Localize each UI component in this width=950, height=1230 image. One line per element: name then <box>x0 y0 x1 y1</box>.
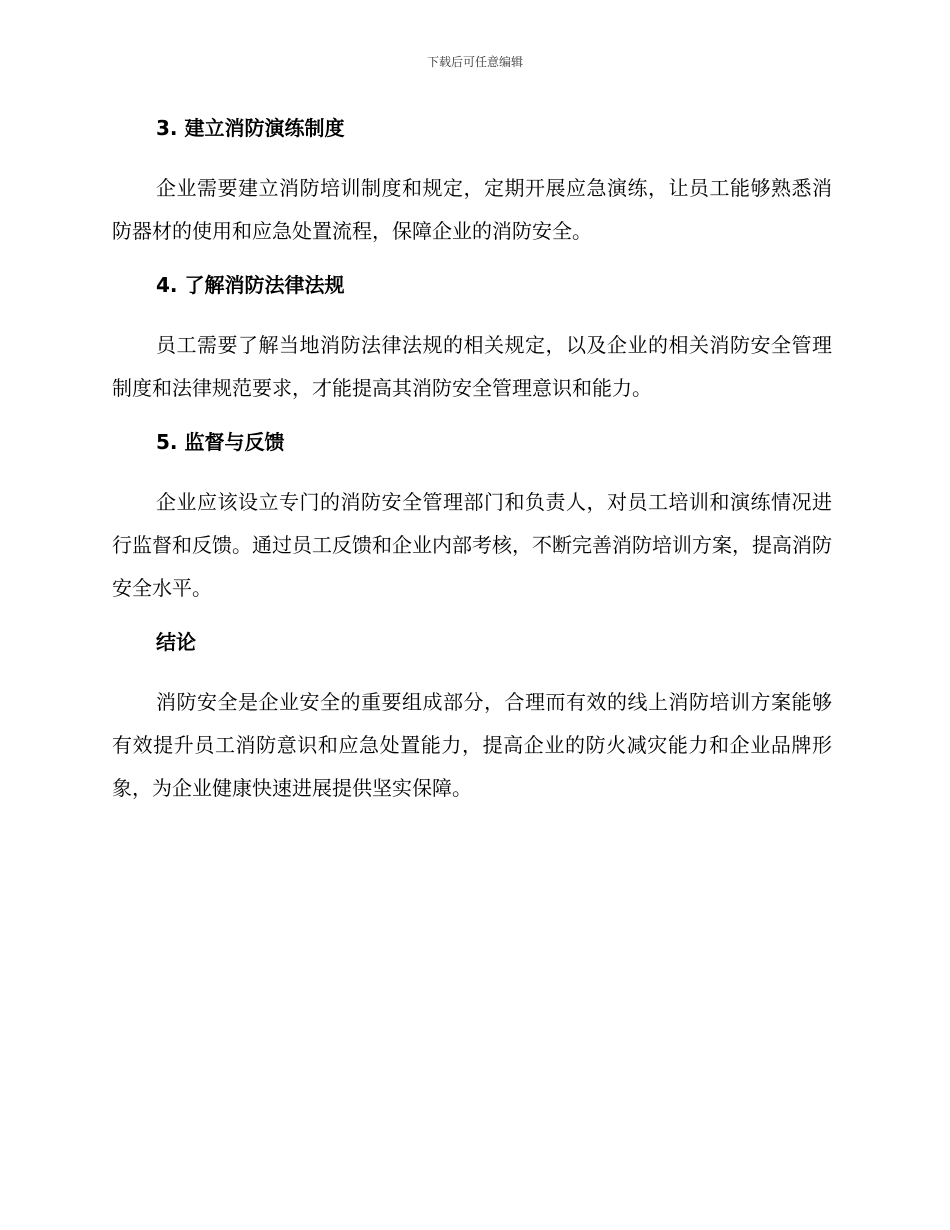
section-paragraph: 企业需要建立消防培训制度和规定，定期开展应急演练，让员工能够熟悉消防器材的使用和应急处置流程，保障企业的消防安全。 <box>112 176 832 243</box>
section-supervision <box>112 426 832 626</box>
document-body <box>112 112 832 810</box>
section-fire-law <box>112 269 832 426</box>
page-header: 下载后可任意编辑 <box>426 55 523 69</box>
section-heading: 4. 了解消防法律法规 <box>156 273 345 297</box>
section-paragraph: 员工需要了解当地消防法律法规的相关规定，以及企业的相关消防安全管理制度和法律规范要求，才能提高其消防安全管理意识和能力。 <box>112 333 832 400</box>
section-fire-drill <box>112 112 832 269</box>
section-paragraph: 消防安全是企业安全的重要组成部分，合理而有效的线上消防培训方案能够有效提升员工消防意识和应急处置能力，提高企业的防火减灾能力和企业品牌形象，为企业健康快速进展提供坚实保障。 <box>112 690 832 800</box>
section-heading: 结论 <box>156 630 196 654</box>
section-heading: 5. 监督与反馈 <box>156 430 285 454</box>
section-heading: 3. 建立消防演练制度 <box>156 116 345 140</box>
section-paragraph: 企业应该设立专门的消防安全管理部门和负责人，对员工培训和演练情况进行监督和反馈。通过员工反馈和企业内部考核，不断完善消防培训方案，提高消防安全水平。 <box>112 490 832 600</box>
section-conclusion <box>112 626 832 810</box>
